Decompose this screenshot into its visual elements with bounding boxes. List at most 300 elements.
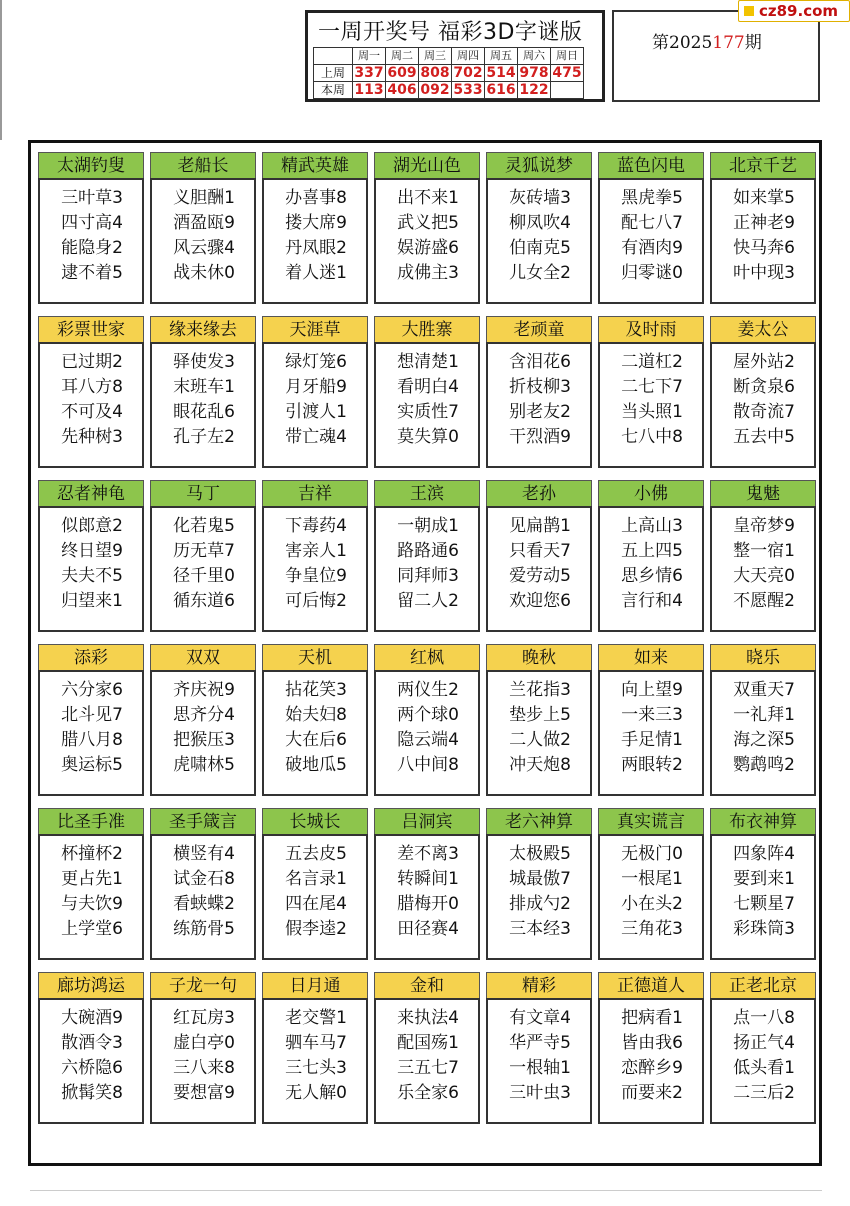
riddle-line: 路路通6 — [397, 541, 459, 561]
card-title: 老六神算 — [486, 808, 592, 836]
riddle-line: 横竖有4 — [173, 844, 235, 864]
last-week-row — [314, 65, 584, 82]
riddle-card — [598, 152, 704, 304]
riddle-line: 四象阵4 — [733, 844, 795, 864]
card-body — [598, 998, 704, 1124]
riddle-line: 把病看1 — [621, 1008, 683, 1028]
card-body — [374, 670, 480, 796]
weekday-label: 周二 — [386, 48, 419, 65]
riddle-line: 莫失算0 — [397, 427, 459, 447]
riddle-line: 夫夫不5 — [61, 566, 123, 586]
card-title: 忍者神龟 — [38, 480, 144, 508]
riddle-card — [374, 316, 480, 468]
riddle-line: 驿使发3 — [173, 352, 235, 372]
riddle-line: 叶中现3 — [733, 263, 795, 283]
issue-highlight: 177 — [712, 33, 745, 53]
card-body — [710, 506, 816, 632]
riddle-line: 正神老9 — [733, 213, 795, 233]
card-title: 晓乐 — [710, 644, 816, 672]
weekday-label: 周一 — [353, 48, 386, 65]
riddle-line: 上高山3 — [621, 516, 683, 536]
riddle-line: 酒盈瓯9 — [173, 213, 235, 233]
riddle-line: 五去皮5 — [285, 844, 347, 864]
riddle-line: 扬正气4 — [733, 1033, 795, 1053]
riddle-line: 无极门0 — [621, 844, 683, 864]
card-body — [710, 834, 816, 960]
riddle-card — [262, 152, 368, 304]
riddle-line: 灰砖墙3 — [509, 188, 571, 208]
riddle-line: 四在尾4 — [285, 894, 347, 914]
card-title: 老船长 — [150, 152, 256, 180]
riddle-line: 七八中8 — [621, 427, 683, 447]
riddle-line: 八中间8 — [397, 755, 459, 775]
riddle-line: 思乡情6 — [621, 566, 683, 586]
card-title: 天涯草 — [262, 316, 368, 344]
riddle-card — [486, 316, 592, 468]
riddle-card — [150, 152, 256, 304]
draw-number: 337 — [354, 65, 384, 81]
riddle-card — [150, 480, 256, 632]
riddle-line: 争皇位9 — [285, 566, 347, 586]
riddle-line: 战未休0 — [173, 263, 235, 283]
card-title: 正德道人 — [598, 972, 704, 1000]
riddle-line: 散酒令3 — [61, 1033, 123, 1053]
riddle-line: 三叶草3 — [61, 188, 123, 208]
riddle-line: 三叶虫3 — [509, 1083, 571, 1103]
card-title: 姜太公 — [710, 316, 816, 344]
riddle-card — [150, 644, 256, 796]
card-title: 廊坊鸿运 — [38, 972, 144, 1000]
card-body — [598, 178, 704, 304]
riddle-card — [38, 972, 144, 1124]
riddle-line: 彩珠筒3 — [733, 919, 795, 939]
draw-number: 978 — [519, 65, 549, 81]
riddle-line: 双重天7 — [733, 680, 795, 700]
riddle-line: 把猴压3 — [173, 730, 235, 750]
riddle-line: 终日望9 — [61, 541, 123, 561]
riddle-line: 破地瓜5 — [285, 755, 347, 775]
bottom-divider — [30, 1190, 822, 1191]
weekday-label: 周四 — [452, 48, 485, 65]
riddle-line: 练筋骨5 — [173, 919, 235, 939]
riddle-line: 驷车马7 — [285, 1033, 347, 1053]
card-title: 圣手箴言 — [150, 808, 256, 836]
riddle-card — [262, 972, 368, 1124]
riddle-line: 可后悔2 — [285, 591, 347, 611]
riddle-card — [38, 316, 144, 468]
issue-prefix: 第2025 — [652, 33, 713, 53]
riddle-line: 而要来2 — [621, 1083, 683, 1103]
riddle-line: 大天亮0 — [733, 566, 795, 586]
riddle-line: 小在头2 — [621, 894, 683, 914]
card-title: 如来 — [598, 644, 704, 672]
row-label: 本周 — [314, 82, 353, 99]
draw-number: 609 — [387, 65, 417, 81]
riddle-line: 太极殿5 — [509, 844, 571, 864]
riddle-line: 散奇流7 — [733, 402, 795, 422]
issue-panel — [612, 10, 820, 102]
weekday-label: 周三 — [419, 48, 452, 65]
card-title: 吕洞宾 — [374, 808, 480, 836]
riddle-line: 七颗星7 — [733, 894, 795, 914]
card-body — [486, 998, 592, 1124]
card-body — [150, 998, 256, 1124]
weekday-label: 周六 — [518, 48, 551, 65]
riddle-line: 与夫饮9 — [61, 894, 123, 914]
riddle-grid-frame — [28, 140, 822, 1166]
riddle-line: 一礼拜1 — [733, 705, 795, 725]
card-title: 双双 — [150, 644, 256, 672]
riddle-card — [486, 808, 592, 960]
riddle-line: 更占先1 — [61, 869, 123, 889]
riddle-line: 归零谜0 — [621, 263, 683, 283]
riddle-card — [38, 808, 144, 960]
riddle-card — [598, 972, 704, 1124]
riddle-line: 腊梅开0 — [397, 894, 459, 914]
card-title: 真实谎言 — [598, 808, 704, 836]
riddle-line: 伯南克5 — [509, 238, 571, 258]
card-body — [710, 670, 816, 796]
draw-number: 475 — [552, 65, 582, 81]
riddle-line: 奥运标5 — [61, 755, 123, 775]
riddle-line: 三本经3 — [509, 919, 571, 939]
card-title: 大胜寨 — [374, 316, 480, 344]
left-margin-line — [0, 0, 2, 140]
card-title: 子龙一句 — [150, 972, 256, 1000]
riddle-card — [150, 316, 256, 468]
riddle-card — [710, 808, 816, 960]
riddle-line: 如来掌5 — [733, 188, 795, 208]
card-body — [262, 342, 368, 468]
draw-number: 406 — [387, 82, 417, 98]
card-title: 马丁 — [150, 480, 256, 508]
logo-text: cz89.com — [759, 2, 839, 20]
riddle-line: 看明白4 — [397, 377, 459, 397]
card-title: 添彩 — [38, 644, 144, 672]
card-title: 彩票世家 — [38, 316, 144, 344]
riddle-line: 思齐分4 — [173, 705, 235, 725]
riddle-card — [710, 152, 816, 304]
weekday-header-row — [314, 48, 584, 65]
riddle-line: 海之深5 — [733, 730, 795, 750]
riddle-line: 径千里0 — [173, 566, 235, 586]
card-body — [262, 834, 368, 960]
riddle-line: 一根轴1 — [509, 1058, 571, 1078]
riddle-line: 同拜师3 — [397, 566, 459, 586]
card-title: 晚秋 — [486, 644, 592, 672]
card-body — [150, 670, 256, 796]
draw-number: 616 — [486, 82, 516, 98]
draw-results-table — [313, 47, 584, 99]
riddle-line: 转瞬间1 — [397, 869, 459, 889]
riddle-line: 齐庆祝9 — [173, 680, 235, 700]
card-body — [38, 834, 144, 960]
card-title: 日月通 — [262, 972, 368, 1000]
card-body — [486, 506, 592, 632]
riddle-line: 四寸高4 — [61, 213, 123, 233]
card-body — [38, 506, 144, 632]
riddle-line: 一来三3 — [621, 705, 683, 725]
riddle-line: 言行和4 — [621, 591, 683, 611]
card-body — [374, 506, 480, 632]
riddle-line: 鹦鹉鸣2 — [733, 755, 795, 775]
riddle-card — [598, 644, 704, 796]
riddle-line: 归望来1 — [61, 591, 123, 611]
card-body — [150, 178, 256, 304]
riddle-line: 老交警1 — [285, 1008, 347, 1028]
card-title: 金和 — [374, 972, 480, 1000]
riddle-line: 两眼转2 — [621, 755, 683, 775]
draw-number: 113 — [354, 82, 384, 98]
weekly-draw-panel — [305, 10, 605, 102]
card-title: 及时雨 — [598, 316, 704, 344]
riddle-card — [38, 152, 144, 304]
riddle-line: 干烈酒9 — [509, 427, 571, 447]
riddle-card — [150, 808, 256, 960]
riddle-line: 无人解0 — [285, 1083, 347, 1103]
riddle-line: 点一八8 — [733, 1008, 795, 1028]
riddle-line: 冲天炮8 — [509, 755, 571, 775]
site-logo — [738, 0, 850, 22]
card-body — [150, 834, 256, 960]
riddle-line: 掀髯笑8 — [61, 1083, 123, 1103]
riddle-line: 二三后2 — [733, 1083, 795, 1103]
card-body — [374, 834, 480, 960]
card-body — [150, 342, 256, 468]
card-body — [374, 342, 480, 468]
riddle-card — [598, 316, 704, 468]
riddle-line: 腊八月8 — [61, 730, 123, 750]
riddle-card — [710, 972, 816, 1124]
riddle-line: 隐云端4 — [397, 730, 459, 750]
card-body — [38, 998, 144, 1124]
riddle-card — [486, 972, 592, 1124]
card-body — [598, 342, 704, 468]
card-title: 吉祥 — [262, 480, 368, 508]
riddle-line: 二七下7 — [621, 377, 683, 397]
riddle-card — [374, 644, 480, 796]
riddle-line: 爱劳动5 — [509, 566, 571, 586]
riddle-line: 乐全家6 — [397, 1083, 459, 1103]
riddle-line: 五上四5 — [621, 541, 683, 561]
riddle-line: 末班车1 — [173, 377, 235, 397]
riddle-line: 拈花笑3 — [285, 680, 347, 700]
card-body — [374, 998, 480, 1124]
card-title: 正老北京 — [710, 972, 816, 1000]
card-title: 湖光山色 — [374, 152, 480, 180]
card-title: 天机 — [262, 644, 368, 672]
riddle-line: 假李逵2 — [285, 919, 347, 939]
riddle-card — [710, 316, 816, 468]
riddle-line: 快马奔6 — [733, 238, 795, 258]
card-body — [262, 670, 368, 796]
riddle-line: 一朝成1 — [397, 516, 459, 536]
riddle-line: 虎啸林5 — [173, 755, 235, 775]
riddle-card — [262, 808, 368, 960]
riddle-line: 风云骤4 — [173, 238, 235, 258]
draw-number: 514 — [486, 65, 516, 81]
card-body — [262, 506, 368, 632]
card-body — [486, 342, 592, 468]
riddle-line: 屋外站2 — [733, 352, 795, 372]
riddle-line: 实质性7 — [397, 402, 459, 422]
riddle-line: 见扁鹊1 — [509, 516, 571, 536]
riddle-line: 出不来1 — [397, 188, 459, 208]
riddle-line: 来执法4 — [397, 1008, 459, 1028]
riddle-line: 二道杠2 — [621, 352, 683, 372]
riddle-line: 丹凤眼2 — [285, 238, 347, 258]
riddle-card — [262, 480, 368, 632]
card-title: 北京千艺 — [710, 152, 816, 180]
riddle-card — [598, 480, 704, 632]
riddle-line: 月牙船9 — [285, 377, 347, 397]
riddle-line: 能隐身2 — [61, 238, 123, 258]
riddle-card — [486, 152, 592, 304]
card-title: 布衣神算 — [710, 808, 816, 836]
card-body — [150, 506, 256, 632]
riddle-line: 有酒肉9 — [621, 238, 683, 258]
riddle-line: 三角花3 — [621, 919, 683, 939]
riddle-line: 试金石8 — [173, 869, 235, 889]
riddle-line: 兰花指3 — [509, 680, 571, 700]
draw-number — [551, 82, 584, 99]
riddle-line: 儿女全2 — [509, 263, 571, 283]
card-title: 蓝色闪电 — [598, 152, 704, 180]
riddle-line: 杯撞杯2 — [61, 844, 123, 864]
riddle-line: 当头照1 — [621, 402, 683, 422]
riddle-card — [374, 972, 480, 1124]
card-body — [486, 834, 592, 960]
riddle-line: 大碗酒9 — [61, 1008, 123, 1028]
riddle-line: 配国殇1 — [397, 1033, 459, 1053]
riddle-card — [598, 808, 704, 960]
riddle-line: 差不离3 — [397, 844, 459, 864]
riddle-line: 看蛱蝶2 — [173, 894, 235, 914]
draw-number: 808 — [420, 65, 450, 81]
riddle-line: 北斗见7 — [61, 705, 123, 725]
riddle-line: 逮不着5 — [61, 263, 123, 283]
card-title: 太湖钓叟 — [38, 152, 144, 180]
riddle-line: 不愿醒2 — [733, 591, 795, 611]
riddle-line: 害亲人1 — [285, 541, 347, 561]
riddle-line: 六桥隐6 — [61, 1058, 123, 1078]
card-body — [262, 178, 368, 304]
riddle-line: 含泪花6 — [509, 352, 571, 372]
card-body — [486, 178, 592, 304]
riddle-line: 始夫妇8 — [285, 705, 347, 725]
riddle-line: 断贪泉6 — [733, 377, 795, 397]
riddle-line: 向上望9 — [621, 680, 683, 700]
card-title: 精彩 — [486, 972, 592, 1000]
riddle-line: 低头看1 — [733, 1058, 795, 1078]
riddle-line: 手足情1 — [621, 730, 683, 750]
riddle-line: 眼花乱6 — [173, 402, 235, 422]
riddle-line: 欢迎您6 — [509, 591, 571, 611]
riddle-line: 排成勺2 — [509, 894, 571, 914]
card-title: 红枫 — [374, 644, 480, 672]
riddle-line: 折枝柳3 — [509, 377, 571, 397]
card-body — [598, 670, 704, 796]
card-body — [38, 670, 144, 796]
riddle-line: 化若鬼5 — [173, 516, 235, 536]
riddle-line: 带亡魂4 — [285, 427, 347, 447]
riddle-line: 上学堂6 — [61, 919, 123, 939]
riddle-card — [374, 808, 480, 960]
riddle-line: 先种树3 — [61, 427, 123, 447]
card-title: 比圣手准 — [38, 808, 144, 836]
riddle-line: 耳八方8 — [61, 377, 123, 397]
draw-number: 702 — [453, 65, 483, 81]
riddle-line: 名言录1 — [285, 869, 347, 889]
card-body — [374, 178, 480, 304]
issue-suffix: 期 — [744, 33, 762, 53]
card-body — [262, 998, 368, 1124]
riddle-line: 华严寺5 — [509, 1033, 571, 1053]
riddle-line: 二人做2 — [509, 730, 571, 750]
riddle-line: 着人迷1 — [285, 263, 347, 283]
riddle-line: 下毒药4 — [285, 516, 347, 536]
riddle-line: 整一宿1 — [733, 541, 795, 561]
card-body — [38, 342, 144, 468]
card-title: 长城长 — [262, 808, 368, 836]
riddle-line: 皇帝梦9 — [733, 516, 795, 536]
draw-number: 092 — [420, 82, 450, 98]
riddle-line: 三五七7 — [397, 1058, 459, 1078]
weekday-label: 周五 — [485, 48, 518, 65]
riddle-line: 引渡人1 — [285, 402, 347, 422]
riddle-line: 要到来1 — [733, 869, 795, 889]
riddle-card — [374, 480, 480, 632]
riddle-line: 黑虎拳5 — [621, 188, 683, 208]
riddle-line: 想清楚1 — [397, 352, 459, 372]
riddle-line: 五去中5 — [733, 427, 795, 447]
card-body — [598, 506, 704, 632]
riddle-card — [38, 644, 144, 796]
riddle-line: 有文章4 — [509, 1008, 571, 1028]
riddle-card — [262, 644, 368, 796]
riddle-line: 田径赛4 — [397, 919, 459, 939]
riddle-line: 大在后6 — [285, 730, 347, 750]
this-week-row — [314, 82, 584, 99]
riddle-line: 恋醉乡9 — [621, 1058, 683, 1078]
riddle-line: 搂大席9 — [285, 213, 347, 233]
row-label: 上周 — [314, 65, 353, 82]
panel-title: 一周开奖号 福彩3D字谜版 — [318, 20, 583, 45]
riddle-line: 一根尾1 — [621, 869, 683, 889]
riddle-line: 两个球0 — [397, 705, 459, 725]
riddle-card — [710, 644, 816, 796]
riddle-line: 三七头3 — [285, 1058, 347, 1078]
riddle-line: 留二人2 — [397, 591, 459, 611]
riddle-line: 不可及4 — [61, 402, 123, 422]
riddle-line: 配七八7 — [621, 213, 683, 233]
riddle-line: 皆由我6 — [621, 1033, 683, 1053]
card-title: 灵狐说梦 — [486, 152, 592, 180]
riddle-line: 义胆酬1 — [173, 188, 235, 208]
riddle-card — [486, 644, 592, 796]
card-body — [710, 998, 816, 1124]
card-title: 小佛 — [598, 480, 704, 508]
weekday-label: 周日 — [551, 48, 584, 65]
card-body — [598, 834, 704, 960]
riddle-line: 柳凤吹4 — [509, 213, 571, 233]
riddle-card — [374, 152, 480, 304]
card-title: 精武英雄 — [262, 152, 368, 180]
card-title: 老顽童 — [486, 316, 592, 344]
riddle-line: 似郎意2 — [61, 516, 123, 536]
card-title: 王滨 — [374, 480, 480, 508]
riddle-line: 六分家6 — [61, 680, 123, 700]
